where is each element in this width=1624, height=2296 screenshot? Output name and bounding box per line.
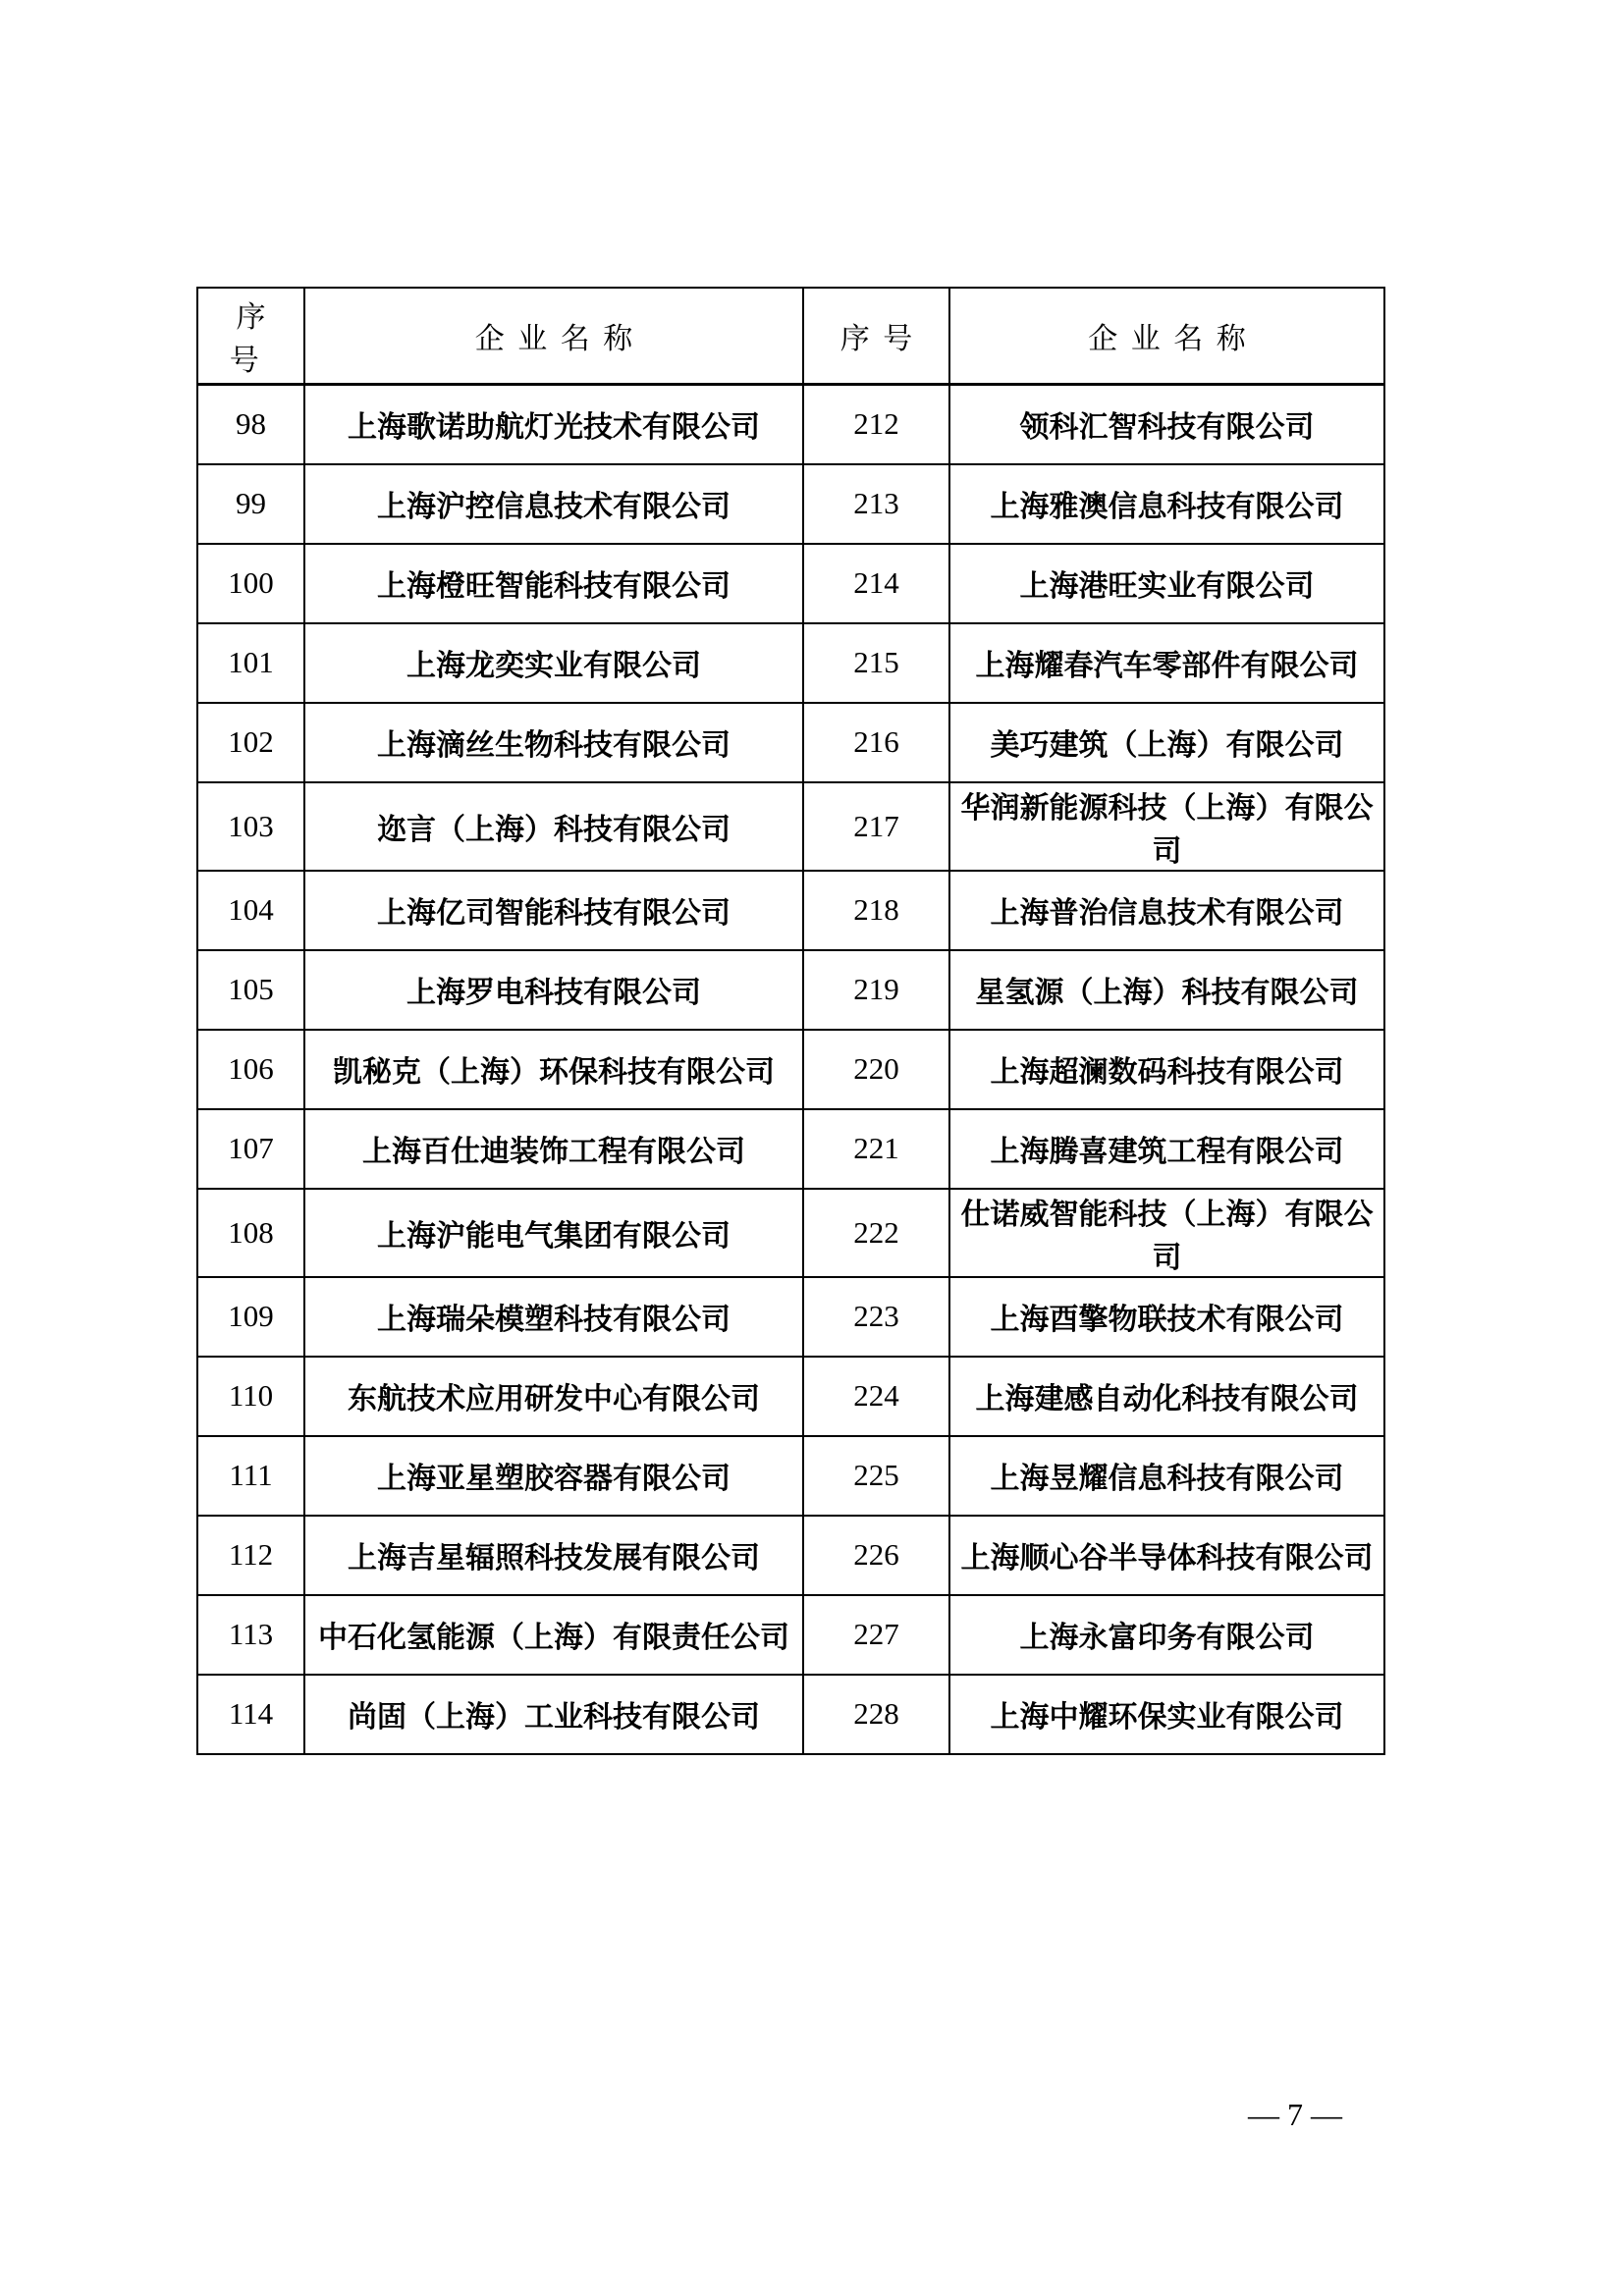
company-cell: 凯秘克（上海）环保科技有限公司	[304, 1030, 803, 1109]
serial-cell: 106	[197, 1030, 304, 1109]
serial-cell: 217	[803, 782, 949, 871]
company-cell: 领科汇智科技有限公司	[949, 385, 1384, 464]
company-cell: 上海亚星塑胶容器有限公司	[304, 1436, 803, 1516]
company-cell: 仕诺威智能科技（上海）有限公司	[949, 1189, 1384, 1277]
serial-cell: 213	[803, 464, 949, 544]
table-row	[197, 871, 1384, 950]
company-cell: 上海滴丝生物科技有限公司	[304, 703, 803, 782]
serial-cell: 224	[803, 1357, 949, 1436]
serial-cell: 223	[803, 1277, 949, 1357]
company-cell: 上海建感自动化科技有限公司	[949, 1357, 1384, 1436]
serial-cell: 221	[803, 1109, 949, 1189]
company-cell: 上海雅澳信息科技有限公司	[949, 464, 1384, 544]
company-cell: 迩言（上海）科技有限公司	[304, 782, 803, 871]
table-row	[197, 950, 1384, 1030]
table-row	[197, 1595, 1384, 1675]
table-row	[197, 1109, 1384, 1189]
company-cell: 中石化氢能源（上海）有限责任公司	[304, 1595, 803, 1675]
header-serial-right: 序号	[803, 288, 949, 385]
table-row	[197, 703, 1384, 782]
serial-cell: 219	[803, 950, 949, 1030]
header-company-left: 企业名称	[304, 288, 803, 385]
serial-cell: 98	[197, 385, 304, 464]
table-body	[197, 385, 1384, 1754]
company-cell: 上海百仕迪装饰工程有限公司	[304, 1109, 803, 1189]
table-row	[197, 1675, 1384, 1754]
table-row	[197, 1436, 1384, 1516]
serial-cell: 214	[803, 544, 949, 623]
table-row	[197, 1189, 1384, 1277]
serial-cell: 109	[197, 1277, 304, 1357]
company-cell: 上海耀春汽车零部件有限公司	[949, 623, 1384, 703]
table-row	[197, 1030, 1384, 1109]
serial-cell: 222	[803, 1189, 949, 1277]
serial-cell: 112	[197, 1516, 304, 1595]
serial-cell: 225	[803, 1436, 949, 1516]
company-cell: 美巧建筑（上海）有限公司	[949, 703, 1384, 782]
serial-cell: 216	[803, 703, 949, 782]
table-row	[197, 1516, 1384, 1595]
header-company-right: 企业名称	[949, 288, 1384, 385]
serial-cell: 110	[197, 1357, 304, 1436]
company-cell: 上海昱耀信息科技有限公司	[949, 1436, 1384, 1516]
company-cell: 上海中耀环保实业有限公司	[949, 1675, 1384, 1754]
company-cell: 上海腾喜建筑工程有限公司	[949, 1109, 1384, 1189]
company-list-table	[196, 287, 1385, 1755]
company-cell: 上海普治信息技术有限公司	[949, 871, 1384, 950]
company-cell: 星氢源（上海）科技有限公司	[949, 950, 1384, 1030]
serial-cell: 104	[197, 871, 304, 950]
company-cell: 华润新能源科技（上海）有限公司	[949, 782, 1384, 871]
header-row	[197, 288, 1384, 385]
table-row	[197, 1357, 1384, 1436]
table-row	[197, 782, 1384, 871]
serial-cell: 102	[197, 703, 304, 782]
company-cell: 上海超澜数码科技有限公司	[949, 1030, 1384, 1109]
company-cell: 上海酉擎物联技术有限公司	[949, 1277, 1384, 1357]
company-cell: 上海罗电科技有限公司	[304, 950, 803, 1030]
company-cell: 上海吉星辐照科技发展有限公司	[304, 1516, 803, 1595]
serial-cell: 228	[803, 1675, 949, 1754]
serial-cell: 103	[197, 782, 304, 871]
table-row	[197, 623, 1384, 703]
serial-cell: 99	[197, 464, 304, 544]
company-cell: 上海沪能电气集团有限公司	[304, 1189, 803, 1277]
serial-cell: 108	[197, 1189, 304, 1277]
serial-cell: 101	[197, 623, 304, 703]
table-header	[197, 288, 1384, 385]
serial-cell: 111	[197, 1436, 304, 1516]
company-cell: 上海沪控信息技术有限公司	[304, 464, 803, 544]
company-cell: 上海亿司智能科技有限公司	[304, 871, 803, 950]
company-cell: 上海港旺实业有限公司	[949, 544, 1384, 623]
table-row	[197, 385, 1384, 464]
company-cell: 上海永富印务有限公司	[949, 1595, 1384, 1675]
serial-cell: 100	[197, 544, 304, 623]
company-cell: 上海龙奕实业有限公司	[304, 623, 803, 703]
company-cell: 上海顺心谷半导体科技有限公司	[949, 1516, 1384, 1595]
page-number: — 7 —	[1248, 2097, 1342, 2132]
serial-cell: 226	[803, 1516, 949, 1595]
header-serial-left: 序号	[197, 288, 304, 385]
company-cell: 上海橙旺智能科技有限公司	[304, 544, 803, 623]
company-cell: 东航技术应用研发中心有限公司	[304, 1357, 803, 1436]
serial-cell: 215	[803, 623, 949, 703]
company-cell: 上海歌诺助航灯光技术有限公司	[304, 385, 803, 464]
serial-cell: 218	[803, 871, 949, 950]
serial-cell: 105	[197, 950, 304, 1030]
serial-cell: 220	[803, 1030, 949, 1109]
company-cell: 上海瑞朵模塑科技有限公司	[304, 1277, 803, 1357]
serial-cell: 227	[803, 1595, 949, 1675]
serial-cell: 113	[197, 1595, 304, 1675]
serial-cell: 114	[197, 1675, 304, 1754]
table-row	[197, 1277, 1384, 1357]
table-row	[197, 464, 1384, 544]
table-row	[197, 544, 1384, 623]
serial-cell: 107	[197, 1109, 304, 1189]
company-cell: 尚固（上海）工业科技有限公司	[304, 1675, 803, 1754]
serial-cell: 212	[803, 385, 949, 464]
